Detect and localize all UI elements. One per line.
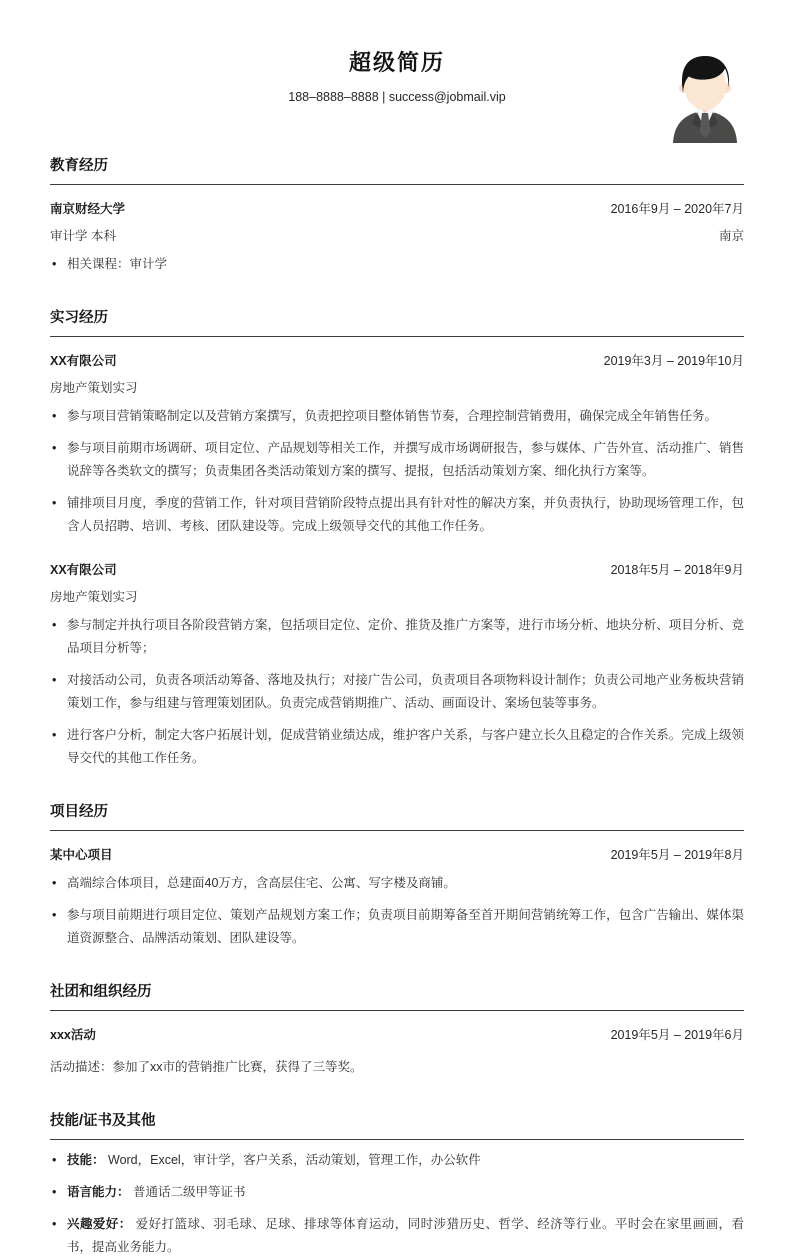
entry-date: 2019年5月 – 2019年6月	[610, 1028, 744, 1042]
skill-item	[50, 1213, 744, 1259]
bullet-item: • 参与项目前期进行项目定位、策划产品规划方案工作；负责项目前期筹备至首开期间营销统筹工作，包含广告输出、媒体渠道资源整合、品牌活动策划、团队建设等。	[50, 904, 744, 950]
bullet-item: • 参与项目营销策略制定以及营销方案撰写，负责把控项目整体销售节奏，合理控制营销费用，确保完成全年销售任务。	[50, 405, 744, 428]
job-title: 房地产策划实习	[50, 381, 138, 395]
section-heading: 实习经历	[50, 306, 744, 337]
section-organizations	[50, 980, 744, 1079]
bullet-item: • 对接活动公司，负责各项活动筹备、落地及执行；对接广告公司，负责项目各项物料设计制作；负责公司地产业务板块营销策划工作，参与组建与管理策划团队。负责完成营销期推广、活动、画面设计、案场包装等事务。	[50, 669, 744, 715]
entry-date: 2019年5月 – 2019年8月	[610, 848, 744, 862]
entry-location: 南京	[718, 229, 744, 243]
internship-entry	[50, 351, 744, 538]
job-title: 房地产策划实习	[50, 590, 138, 604]
bullet-item: • 高端综合体项目，总建面40万方，含高层住宅、公寓、写字楼及商铺。	[50, 872, 744, 895]
bullet-item: • 相关课程：审计学	[50, 253, 744, 276]
male-avatar-icon	[667, 53, 743, 143]
activity-name: xxx活动	[50, 1028, 96, 1042]
internship-entry	[50, 560, 744, 770]
skill-label: 技能：	[67, 1153, 105, 1167]
section-heading: 技能/证书及其他	[50, 1109, 744, 1140]
skill-label: 兴趣爱好：	[67, 1217, 132, 1231]
major-degree: 审计学 本科	[50, 229, 116, 243]
project-entry	[50, 845, 744, 950]
section-education	[50, 154, 744, 276]
bullet-item: • 参与项目前期市场调研、项目定位、产品规划等相关工作，并撰写成市场调研报告，参与媒体、广告外宣、活动推广、销售说辞等各类软文的撰写；负责集团各类活动策划方案的撰写、提报，包括活动策划方案、细化执行方案等。	[50, 437, 744, 483]
skill-item	[50, 1181, 744, 1204]
section-projects	[50, 800, 744, 950]
section-skills	[50, 1109, 744, 1259]
section-internship	[50, 306, 744, 770]
resume-header	[50, 46, 744, 104]
activity-description: 活动描述：参加了xx市的营销推广比赛，获得了三等奖。	[50, 1060, 363, 1074]
school-name: 南京财经大学	[50, 202, 126, 216]
skill-text: 普通话二级甲等证书	[133, 1185, 246, 1199]
avatar	[667, 53, 743, 143]
company-name: XX有限公司	[50, 354, 117, 368]
section-heading: 项目经历	[50, 800, 744, 831]
education-entry	[50, 199, 744, 276]
skill-text: 爱好打篮球、羽毛球、足球、排球等体育运动，同时涉猎历史、哲学、经济等行业。平时会在家里画画，看书，提高业务能力。	[67, 1217, 744, 1254]
project-name: 某中心项目	[50, 848, 113, 862]
contact-line: 188–8888–8888 | success@jobmail.vip	[288, 90, 506, 104]
bullet-item: • 参与制定并执行项目各阶段营销方案，包括项目定位、定价、推货及推广方案等，进行市场分析、地块分析、项目分析、竞品项目分析等；	[50, 614, 744, 660]
section-heading: 教育经历	[50, 154, 744, 185]
activity-entry	[50, 1025, 744, 1079]
skill-label: 语言能力：	[67, 1185, 130, 1199]
bullet-item: • 进行客户分析，制定大客户拓展计划，促成营销业绩达成，维护客户关系，与客户建立长久且稳定的合作关系。完成上级领导交代的其他工作任务。	[50, 724, 744, 770]
section-heading: 社团和组织经历	[50, 980, 744, 1011]
entry-date: 2018年5月 – 2018年9月	[610, 563, 744, 577]
company-name: XX有限公司	[50, 563, 117, 577]
skill-text: Word，Excel，审计学，客户关系，活动策划，管理工作，办公软件	[108, 1153, 481, 1167]
bullet-item: • 铺排项目月度，季度的营销工作，针对项目营销阶段特点提出具有针对性的解决方案，并负责执行，协助现场管理工作，包含人员招聘、培训、考核、团队建设等。完成上级领导交代的其他工作任务。	[50, 492, 744, 538]
entry-date: 2016年9月 – 2020年7月	[610, 202, 744, 216]
page-title: 超级简历	[348, 50, 445, 75]
skill-item	[50, 1149, 744, 1172]
entry-date: 2019年3月 – 2019年10月	[603, 354, 744, 368]
